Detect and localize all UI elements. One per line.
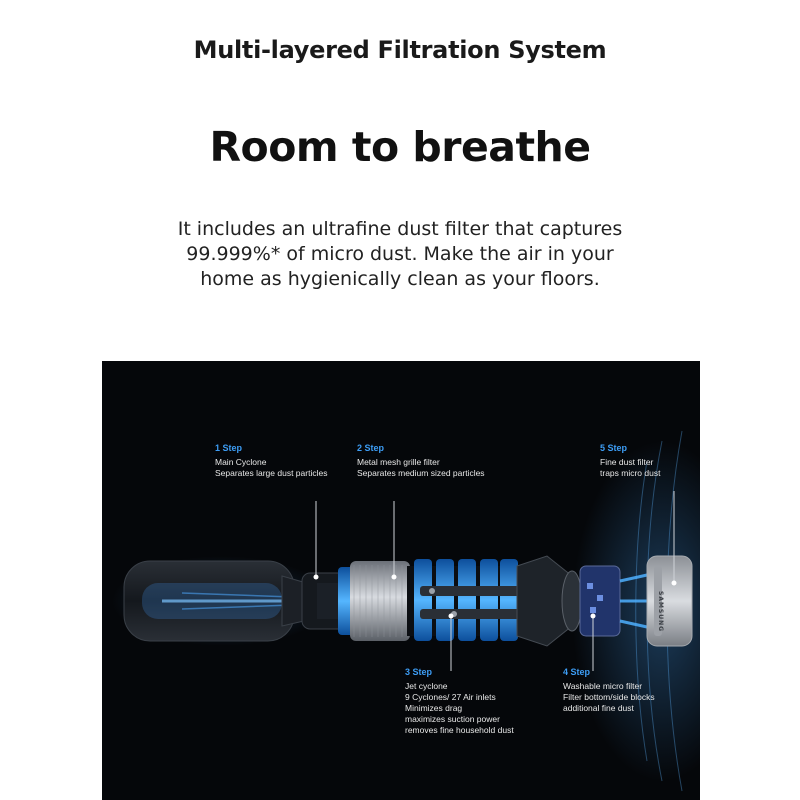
step-text: maximizes suction power [405, 714, 500, 724]
step-number: 3 Step [405, 667, 433, 677]
step-text: removes fine household dust [405, 725, 514, 735]
step-text: traps micro dust [600, 468, 661, 478]
step-5-label [600, 443, 660, 479]
step-text: 9 Cyclones/ 27 Air inlets [405, 692, 496, 702]
step-text: Metal mesh grille filter [357, 457, 440, 467]
description-line: home as hygienically clean as your floors. [200, 268, 600, 290]
step-text: Filter bottom/side blocks [563, 692, 655, 702]
step-4-label [563, 667, 655, 714]
step-1-label [215, 443, 327, 479]
step-number: 2 Step [357, 443, 385, 453]
step-text: Separates large dust particles [215, 468, 328, 478]
filtration-diagram [102, 361, 700, 800]
step-number: 4 Step [563, 667, 591, 677]
cyclone-illustration [102, 361, 700, 800]
step-number: 1 Step [215, 443, 243, 453]
step-text: Washable micro filter [563, 681, 643, 691]
step-text: Separates medium sized particles [357, 468, 485, 478]
step-3-label [405, 667, 514, 736]
step-number: 5 Step [600, 443, 628, 453]
section-eyebrow: Multi-layered Filtration System [193, 36, 607, 64]
step-text: Fine dust filter [600, 457, 654, 467]
step-text: Jet cyclone [405, 681, 448, 691]
step-text: Minimizes drag [405, 703, 463, 713]
step-2-label [357, 443, 485, 479]
samsung-logo: SAMSUNG [657, 591, 664, 633]
section-description [120, 217, 680, 292]
step-text: additional fine dust [563, 703, 634, 713]
description-line: It includes an ultrafine dust filter that captures [177, 218, 623, 240]
step-text: Main Cyclone [215, 457, 267, 467]
description-line: 99.999%* of micro dust. Make the air in your [186, 243, 614, 265]
section-headline: Room to breathe [209, 123, 591, 171]
